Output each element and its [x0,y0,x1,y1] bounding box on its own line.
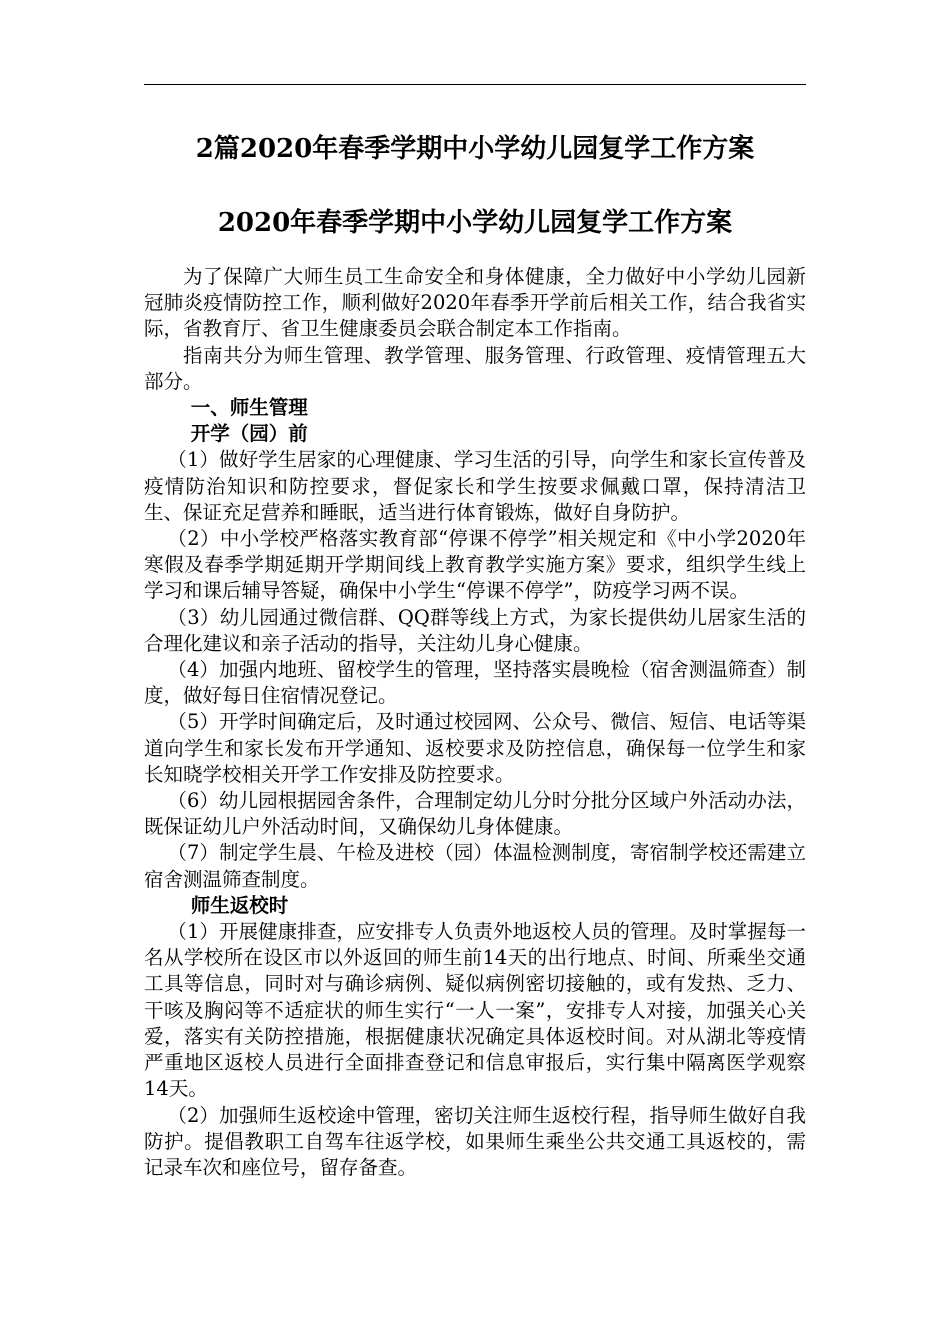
intro-paragraph: 为了保障广大师生员工生命安全和身体健康，全力做好中小学幼儿园新冠肺炎疫情防控工作，顺利做好2020年春季开学前后相关工作，结合我省实际，省教育厅、省卫生健康委员会联合制定本工作指南。 [144,265,806,341]
list-item: （6）幼儿园根据园舍条件，合理制定幼儿分时分批分区域户外活动办法，既保证幼儿户外活动时间，又确保幼儿身体健康。 [144,789,806,839]
list-item: （5）开学时间确定后，及时通过校园网、公众号、微信、短信、电话等渠道向学生和家长发布开学通知、返校要求及防控信息，确保每一位学生和家长知晓学校相关开学工作安排及防控要求。 [144,710,806,786]
list-item: （2）加强师生返校途中管理，密切关注师生返校行程，指导师生做好自我防护。提倡教职工自驾车往返学校，如果师生乘坐公共交通工具返校的，需记录车次和座位号，留存备查。 [144,1103,806,1179]
list-item: （1）做好学生居家的心理健康、学习生活的引导，向学生和家长宣传普及疫情防治知识和防控要求，督促家长和学生按要求佩戴口罩，保持清洁卫生、保证充足营养和睡眠，适当进行体育锻炼，做好自身防护。 [144,448,806,524]
list-item: （3）幼儿园通过微信群、QQ群等线上方式，为家长提供幼儿居家生活的合理化建议和亲子活动的指导，关注幼儿身心健康。 [144,605,806,655]
header-rule [144,84,806,85]
list-item: （7）制定学生晨、午检及进校（园）体温检测制度，寄宿制学校还需建立宿舍测温筛查制度。 [144,841,806,891]
document-body [144,264,806,1181]
list-item: （4）加强内地班、留校学生的管理，坚持落实晨晚检（宿舍测温筛查）制度，做好每日住宿情况登记。 [144,658,806,708]
section-heading: 一、师生管理 [190,396,308,420]
intro-paragraph: 指南共分为师生管理、教学管理、服务管理、行政管理、疫情管理五大部分。 [144,343,806,393]
list-item: （1）开展健康排查，应安排专人负责外地返校人员的管理。及时掌握每一名从学校所在设区市以外返回的师生前14天的出行地点、时间、所乘坐交通工具等信息，同时对与确诊病例、疑似病例密切接触的，或有发热、乏力、干咳及胸闷等不适症状的师生实行“一人一案”，安排专人对接，加强关心关爱，落实有关防控措施，根据健康状况确定具体返校时间。对从湖北等疫情严重地区返校人员进行全面排查登记和信息审报后，实行集中隔离医学观察14天。 [144,920,806,1101]
subsection-heading: 师生返校时 [190,893,289,917]
document-subtitle: 2020年春季学期中小学幼儿园复学工作方案 [217,208,733,238]
document-title: 2篇2020年春季学期中小学幼儿园复学工作方案 [195,134,755,164]
list-item: （2）中小学校严格落实教育部“停课不停学”相关规定和《中小学2020年寒假及春季学期延期开学期间线上教育教学实施方案》要求，组织学生线上学习和课后辅导答疑，确保中小学生“停课不停学”，防疫学习两不误。 [144,527,806,603]
subsection-heading: 开学（园）前 [190,422,308,446]
